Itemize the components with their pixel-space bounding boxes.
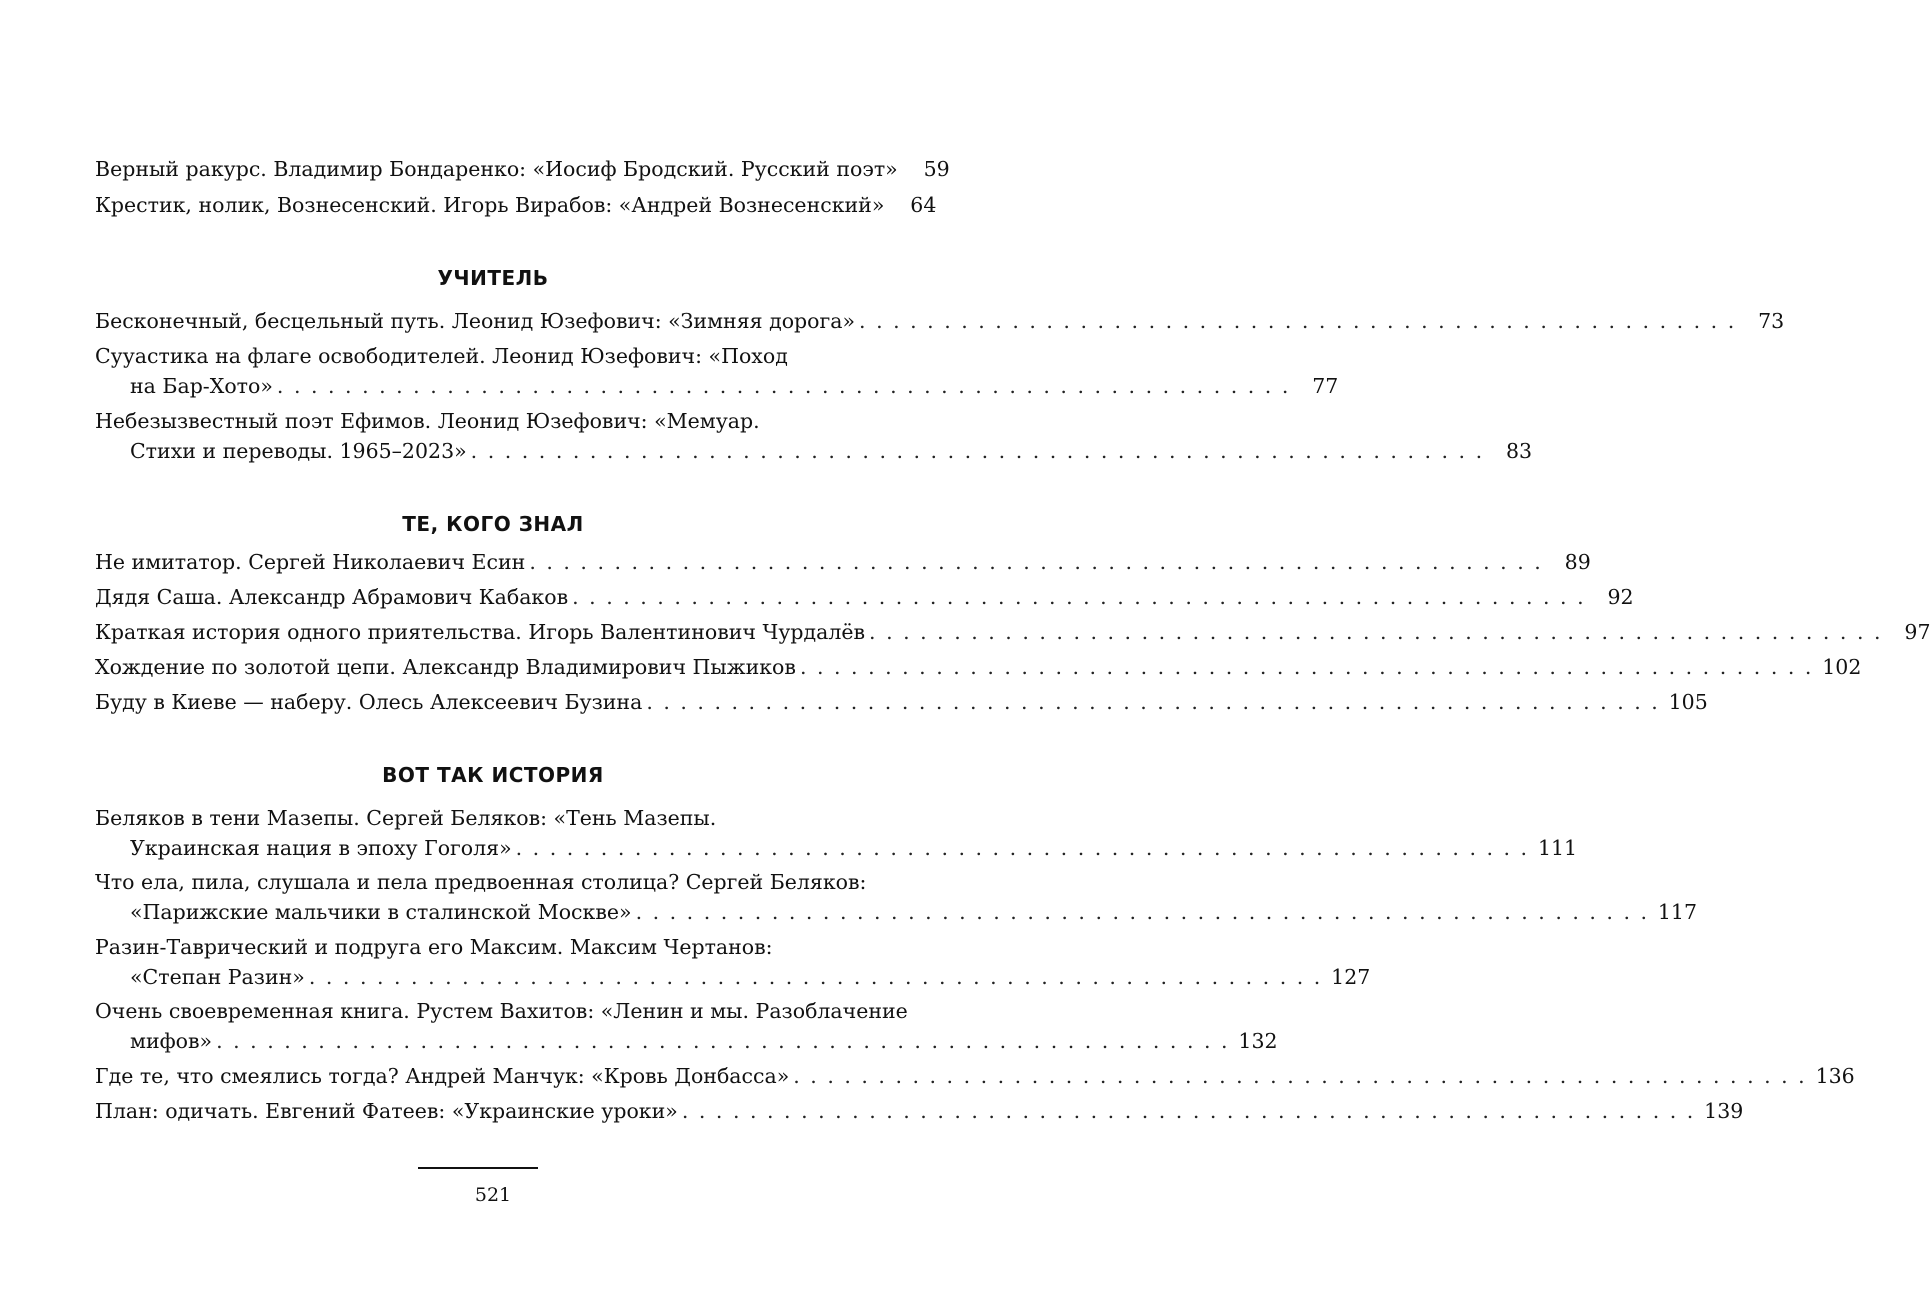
toc-entry — [95, 155, 950, 183]
toc-entry-line1: Беляков в тени Мазепы. Сергей Беляков: «Тень Мазепы. — [95, 806, 717, 830]
dot-leader: . . . . . . . . . . . . . . . . . . . . . . . . . . . . . . . . . . . . . . . . . . . . . . . . . . . . . . . . . . . . — [515, 836, 1530, 860]
toc-entry-line1: Разин-Таврический и подруга его Максим. Максим Чертанов: — [95, 935, 773, 959]
toc-entry-page: 64 — [910, 193, 937, 217]
toc-entry-line1: Небезызвестный поэт Ефимов. Леонид Юзефович: «Мемуар. — [95, 409, 760, 433]
toc-entry-page: 59 — [923, 157, 950, 181]
toc-entry: Не имитатор. Сергей Николаевич Есин . . . . . . . . . . . . . . . . . . . . . . . . . . . . . . . . . . . . . . . . . . . . . . . . . . . . . . . . . . . . 89 — [95, 550, 1591, 574]
toc-entry-line2: «Парижские мальчики в сталинской Москве» . . . . . . . . . . . . . . . . . . . . . . . . . . . . . . . . . . . . . . . . . . . . . . . . . . . . . . . . . . . . 117 — [130, 900, 1698, 924]
page-number: 521 — [474, 1184, 512, 1206]
dot-leader: . . . . . . . . . . . . . . . . . . . . . . . . . . . . . . . . . . . . . . . . . . . . . . . . . . . . . . . . . . . . — [681, 1099, 1696, 1123]
toc-entry-line2: мифов» . . . . . . . . . . . . . . . . . . . . . . . . . . . . . . . . . . . . . . . . . . . . . . . . . . . . . . . . . . . . 132 — [130, 1029, 1278, 1053]
dot-leader: . . . . . . . . . . . . . . . . . . . . . . . . . . . . . . . . . . . . . . . . . . . . . . . . . . . . . . . . . . . . — [470, 439, 1485, 463]
toc-entry: Хождение по золотой цепи. Александр Владимирович Пыжиков . . . . . . . . . . . . . . . . . . . . . . . . . . . . . . . . . . . . . . . . . . . . . . . . . . . . . . . . . . . . 102 — [95, 655, 1862, 679]
toc-entry-line2: «Степан Разин» . . . . . . . . . . . . . . . . . . . . . . . . . . . . . . . . . . . . . . . . . . . . . . . . . . . . . . . . . . . . 127 — [130, 965, 1371, 989]
toc-entry-title: Крестик, нолик, Вознесенский. Игорь Вирабов: «Андрей Вознесенский» — [95, 193, 885, 217]
toc-entry: План: одичать. Евгений Фатеев: «Украинские уроки» . . . . . . . . . . . . . . . . . . . . . . . . . . . . . . . . . . . . . . . . . . . . . . . . . . . . . . . . . . . . 139 — [95, 1099, 1744, 1123]
section-heading: ТЕ, КОГО ЗНАЛ — [402, 512, 584, 536]
dot-leader: . . . . . . . . . . . . . . . . . . . . . . . . . . . . . . . . . . . . . . . . . . . . . . . . . . . . . . . . . . . . — [276, 374, 1291, 398]
toc-entry-line1: Что ела, пила, слушала и пела предвоенная столица? Сергей Беляков: — [95, 870, 867, 894]
footer-rule — [418, 1167, 538, 1169]
dot-leader: . . . . . . . . . . . . . . . . . . . . . . . . . . . . . . . . . . . . . . . . . . . . . . . . . . . . — [859, 309, 1737, 333]
toc-entry-title: Бесконечный, бесцельный путь. Леонид Юзефович: «Зимняя дорога» — [95, 309, 856, 333]
dot-leader: . . . . . . . . . . . . . . . . . . . . . . . . . . . . . . . . . . . . . . . . . . . . . . . . . . . . . . . . . . . . — [572, 585, 1586, 609]
dot-leader: . . . . . . . . . . . . . . . . . . . . . . . . . . . . . . . . . . . . . . . . . . . . . . . . . . . . . . . . . . . . — [793, 1064, 1807, 1088]
toc-entry-page: 73 — [1758, 309, 1785, 333]
toc-entry: Краткая история одного приятельства. Игорь Валентинович Чурдалёв . . . . . . . . . . . . . . . . . . . . . . . . . . . . . . . . . . . . . . . . . . . . . . . . . . . . . . . . . . . . 97 — [95, 620, 1931, 644]
dot-leader: . . . . . . . . . . . . . . . . . . . . . . . . . . . . . . . . . . . . . . . . . . . . . . . . . . . . . . . . . . . . — [646, 690, 1660, 714]
dot-leader: . . . . . . . . . . . . . . . . . . . . . . . . . . . . . . . . . . . . . . . . . . . . . . . . . . . . . . . . . . . . — [869, 620, 1883, 644]
dot-leader: . . . . . . . . . . . . . . . . . . . . . . . . . . . . . . . . . . . . . . . . . . . . . . . . . . . . . . . . . . . . — [529, 550, 1543, 574]
toc-entry-line1: Очень своевременная книга. Рустем Вахитов: «Ленин и мы. Разоблачение — [95, 999, 908, 1023]
toc-entry: Где те, что смеялись тогда? Андрей Манчук: «Кровь Донбасса» . . . . . . . . . . . . . . . . . . . . . . . . . . . . . . . . . . . . . . . . . . . . . . . . . . . . . . . . . . . . 136 — [95, 1064, 1855, 1088]
dot-leader: . . . . . . . . . . . . . . . . . . . . . . . . . . . . . . . . . . . . . . . . . . . . . . . . . . . . . . . . . . . . — [308, 965, 1323, 989]
toc-entry-page: 77 — [1312, 374, 1339, 398]
toc-entry-line1: Сууастика на флаге освободителей. Леонид Юзефович: «Поход — [95, 344, 788, 368]
section-heading: ВОТ ТАК ИСТОРИЯ — [382, 763, 604, 787]
dot-leader: . . . . . . . . . . . . . . . . . . . . . . . . . . . . . . . . . . . . . . . . . . . . . . . . . . . . . . . . . . . . — [216, 1029, 1230, 1053]
section-heading: УЧИТЕЛЬ — [437, 266, 549, 290]
dot-leader: . . . . . . . . . . . . . . . . . . . . . . . . . . . . . . . . . . . . . . . . . . . . . . . . . . . . . . . . . . . . — [635, 900, 1650, 924]
toc-entry-line2: на Бар-Хото» . . . . . . . . . . . . . . . . . . . . . . . . . . . . . . . . . . . . . . . . . . . . . . . . . . . . . . . . . . . . 77 — [130, 374, 1339, 398]
dot-leader: . . . . . . . . . . . . . . . . . . . . . . . . . . . . . . . . . . . . . . . . . . . . . . . . . . . . . . . . . . . . — [799, 655, 1814, 679]
toc-entry-title: Верный ракурс. Владимир Бондаренко: «Иосиф Бродский. Русский поэт» — [95, 157, 898, 181]
toc-entry-page: 83 — [1506, 439, 1533, 463]
toc-entry-line2: Стихи и переводы. 1965–2023» . . . . . . . . . . . . . . . . . . . . . . . . . . . . . . . . . . . . . . . . . . . . . . . . . . . . . . . . . . . . 83 — [130, 439, 1533, 463]
toc-entry — [95, 191, 937, 219]
toc-entry-line2: Украинская нация в эпоху Гоголя» . . . . . . . . . . . . . . . . . . . . . . . . . . . . . . . . . . . . . . . . . . . . . . . . . . . . . . . . . . . . 111 — [130, 836, 1578, 860]
toc-entry — [95, 307, 1785, 335]
toc-entry: Дядя Саша. Александр Абрамович Кабаков . . . . . . . . . . . . . . . . . . . . . . . . . . . . . . . . . . . . . . . . . . . . . . . . . . . . . . . . . . . . 92 — [95, 585, 1634, 609]
toc-entry: Буду в Киеве — наберу. Олесь Алексеевич Бузина . . . . . . . . . . . . . . . . . . . . . . . . . . . . . . . . . . . . . . . . . . . . . . . . . . . . . . . . . . . . 105 — [95, 690, 1708, 714]
